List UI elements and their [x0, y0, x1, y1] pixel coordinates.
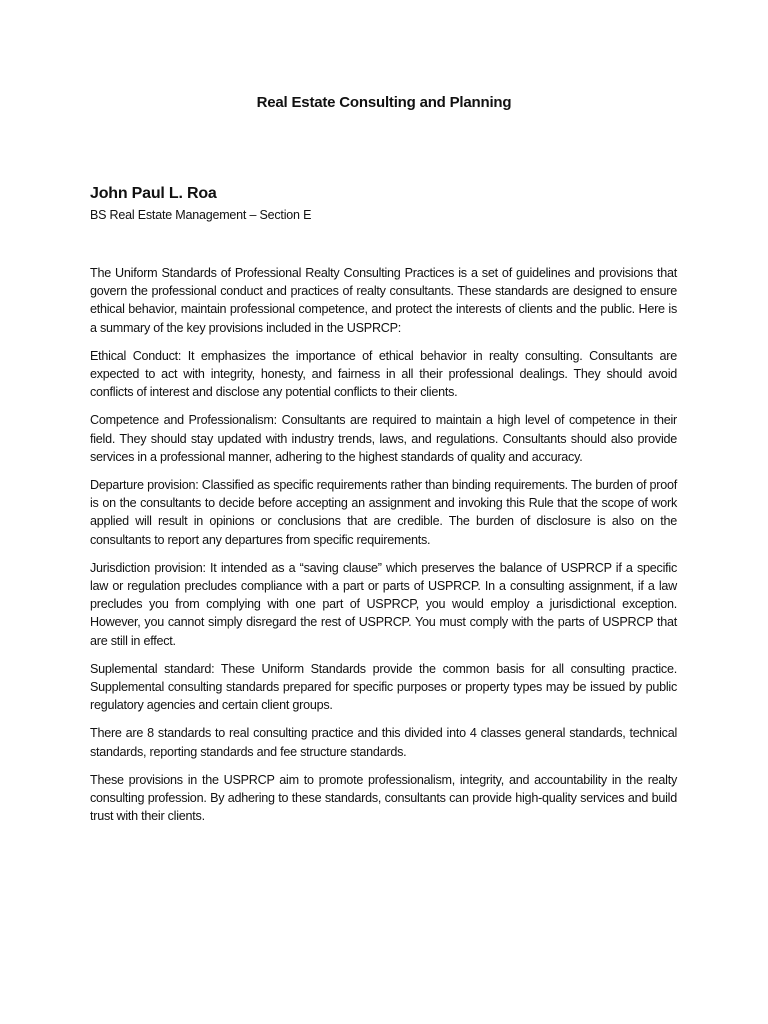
paragraph-ethical-conduct: Ethical Conduct: It emphasizes the importance of ethical behavior in realty consulting. Consultants are expected to act with integrity, honesty, and fairness in all their professional dealings. They should avoid conflicts of interest and disclose any potential conflicts to their clients. — [90, 348, 677, 400]
paragraph-conclusion: These provisions in the USPRCP aim to promote professionalism, integrity, and accountability in the realty consulting profession. By adhering to these standards, consultants can provide high-quality services and build trust with their clients. — [90, 772, 677, 824]
document-body — [90, 264, 677, 835]
paragraph-intro: The Uniform Standards of Professional Realty Consulting Practices is a set of guidelines and provisions that govern the professional conduct and practices of realty consultants. These standards are designed to ensure ethical behavior, maintain professional competence, and protect the interests of clients and the public. Here is a summary of the key provisions included in the USPRCP: — [90, 266, 677, 335]
paragraph-standards-classes: There are 8 standards to real consulting practice and this divided into 4 classes general standards, technical standards, reporting standards and fee structure standards. — [90, 726, 677, 759]
paragraph-supplemental-standard: Suplemental standard: These Uniform Standards provide the common basis for all consulting practice. Supplemental consulting standards prepared for specific purposes or property types may be issued by public regulatory agencies and certain client groups. — [90, 661, 677, 713]
paragraph-jurisdiction-provision: Jurisdiction provision: It intended as a “saving clause” which preserves the balance of USPRCP if a specific law or regulation precludes compliance with a part or parts of USPRCP. In a consulting assignment, if a law precludes you from complying with one part of USPRCP, you would employ a jurisdictional exception. However, you cannot simply disregard the rest of USPRCP. You must comply with the parts of USPRCP that are still in effect. — [90, 560, 677, 648]
document-title: Real Estate Consulting and Planning — [256, 94, 512, 111]
paragraph-competence: Competence and Professionalism: Consultants are required to maintain a high level of competence in their field. They should stay updated with industry trends, laws, and regulations. Consultants should also provide services in a professional manner, adhering to the highest standards of quality and accuracy. — [90, 413, 677, 464]
paragraph-departure-provision: Departure provision: Classified as specific requirements rather than binding requirements. The burden of proof is on the consultants to decide before accepting an assignment and invoking this Rule that the scope of work applied will result in opinions or conclusions that are credible. The burden of disclosure is also on the consultants to report any departures from specific requirements. — [90, 478, 677, 547]
author-name: John Paul L. Roa — [90, 185, 217, 202]
author-program: BS Real Estate Management – Section E — [90, 208, 312, 222]
